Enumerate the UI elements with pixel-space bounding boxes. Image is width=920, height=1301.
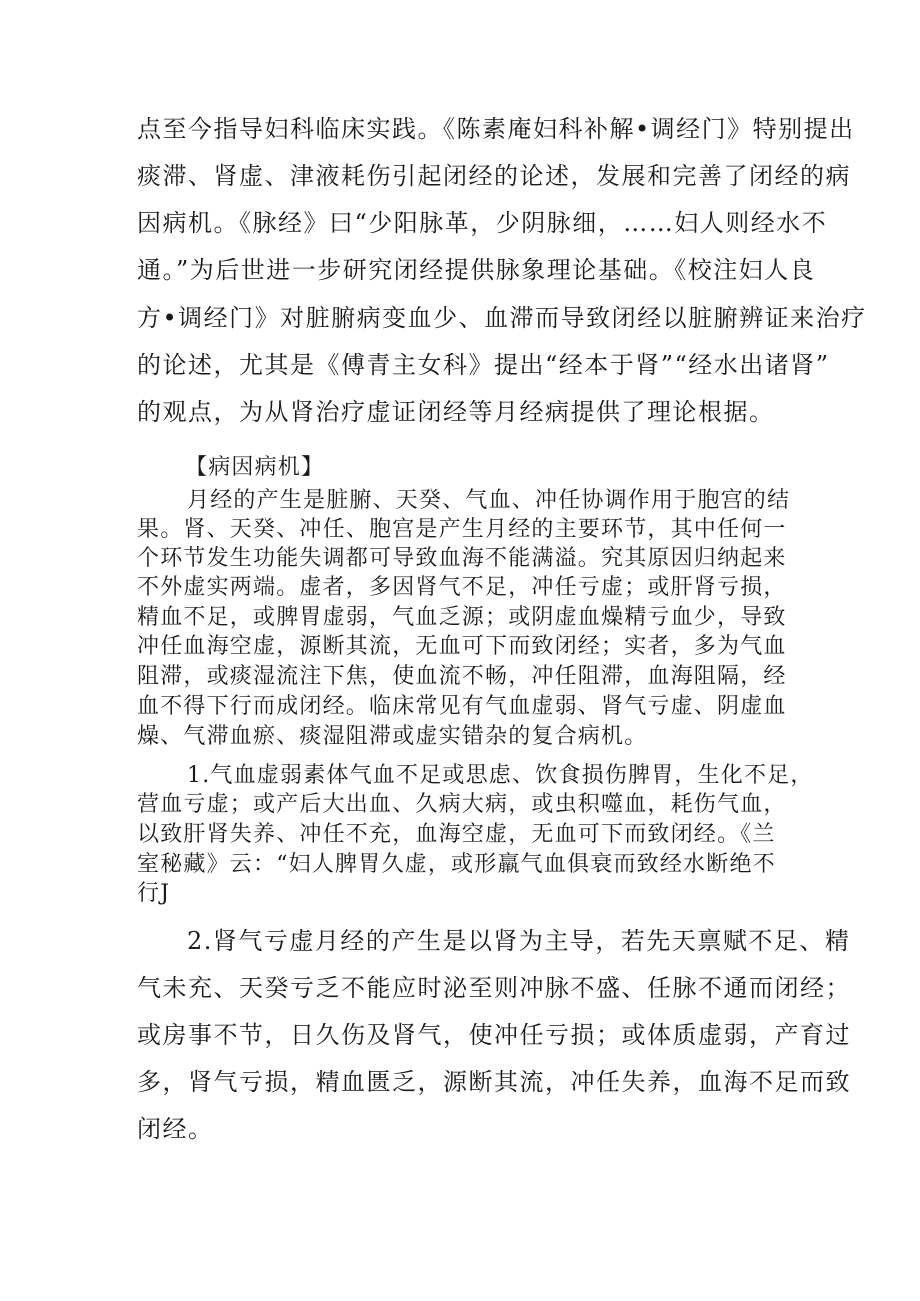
paragraph-line: 室秘藏》云：“妇人脾胃久虚，或形羸气血俱衰而致经水断绝不 — [137, 852, 776, 877]
paragraph-line: 通。”为后世进一步研究闭经提供脉象理论基础。《校注妇人良 — [137, 256, 816, 284]
paragraph-line: 燥、气滞血瘀、痰湿阻滞或虚实错杂的复合病机。 — [137, 724, 648, 749]
paragraph-line: 多，肾气亏损，精血匮乏，源断其流，冲任失养，血海不足而致 — [137, 1068, 851, 1096]
paragraph-line: 冲任血海空虚，源断其流，无血可下而致闭经；实者，多为气血 — [137, 634, 787, 659]
paragraph-line: 痰滞、肾虚、津液耗伤引起闭经的论述，发展和完善了闭经的病 — [137, 162, 851, 190]
paragraph-line: 2.肾气亏虚月经的产生是以肾为主导，若先天禀赋不足、精 — [187, 927, 851, 955]
paragraph-line: 以致肝肾失养、冲任不充，血海空虚，无血可下而致闭经。《兰 — [137, 822, 776, 847]
section-heading: 【病因病机】 — [185, 455, 325, 480]
paragraph-line: 精血不足，或脾胃虚弱，气血乏源；或阴虚血燥精亏血少，导致 — [137, 605, 787, 630]
paragraph-line: 的论述，尤其是《傅青主女科》提出“经本于肾”“经水出诸肾” — [137, 351, 830, 379]
paragraph-line: 血不得下行而成闭经。临床常见有气血虚弱、肾气亏虚、阴虚血 — [137, 694, 787, 719]
paragraph-line: 的观点，为从肾治疗虚证闭经等月经病提供了理论根据。 — [137, 398, 775, 426]
paragraph-line: 闭经。 — [137, 1115, 214, 1143]
paragraph-line: 或房事不节，日久伤及肾气，使冲任亏损；或体质虚弱，产育过 — [137, 1021, 851, 1049]
paragraph-line: 营血亏虚；或产后大出血、久病大病，或虫积噬血，耗伤气血， — [137, 792, 787, 817]
paragraph-line: 月经的产生是脏腑、天癸、气血、冲任协调作用于胞宫的结 — [187, 488, 791, 513]
paragraph-line: 因病机。《脉经》曰“少阳脉革，少阴脉细，……妇人则经水不 — [137, 209, 828, 237]
paragraph-line: 气未充、天癸亏乏不能应时泌至则冲脉不盛、任脉不通而闭经； — [137, 974, 851, 1002]
paragraph-line: 阻滞，或痰湿流注下焦，使血流不畅，冲任阻滞，血海阻隔，经 — [137, 664, 787, 689]
paragraph-line: 点至今指导妇科临床实践。《陈素庵妇科补解•调经门》特别提出 — [137, 115, 855, 143]
paragraph-line: 个环节发生功能失调都可导致血海不能满溢。究其原因归纳起来 — [137, 546, 787, 571]
paragraph-line: 不外虚实两端。虚者，多因肾气不足，冲任亏虚；或肝肾亏损， — [137, 575, 787, 600]
paragraph-line: 行J — [137, 881, 171, 906]
paragraph-line: 1.气血虚弱素体气血不足或思虑、饮食损伤脾胃，生化不足， — [187, 763, 814, 788]
paragraph-line: 果。肾、天癸、冲任、胞宫是产生月经的主要环节，其中任何一 — [137, 517, 787, 542]
paragraph-line: 方•调经门》对脏腑病变血少、血滞而导致闭经以脏腑辨证来治疗 — [137, 304, 867, 332]
